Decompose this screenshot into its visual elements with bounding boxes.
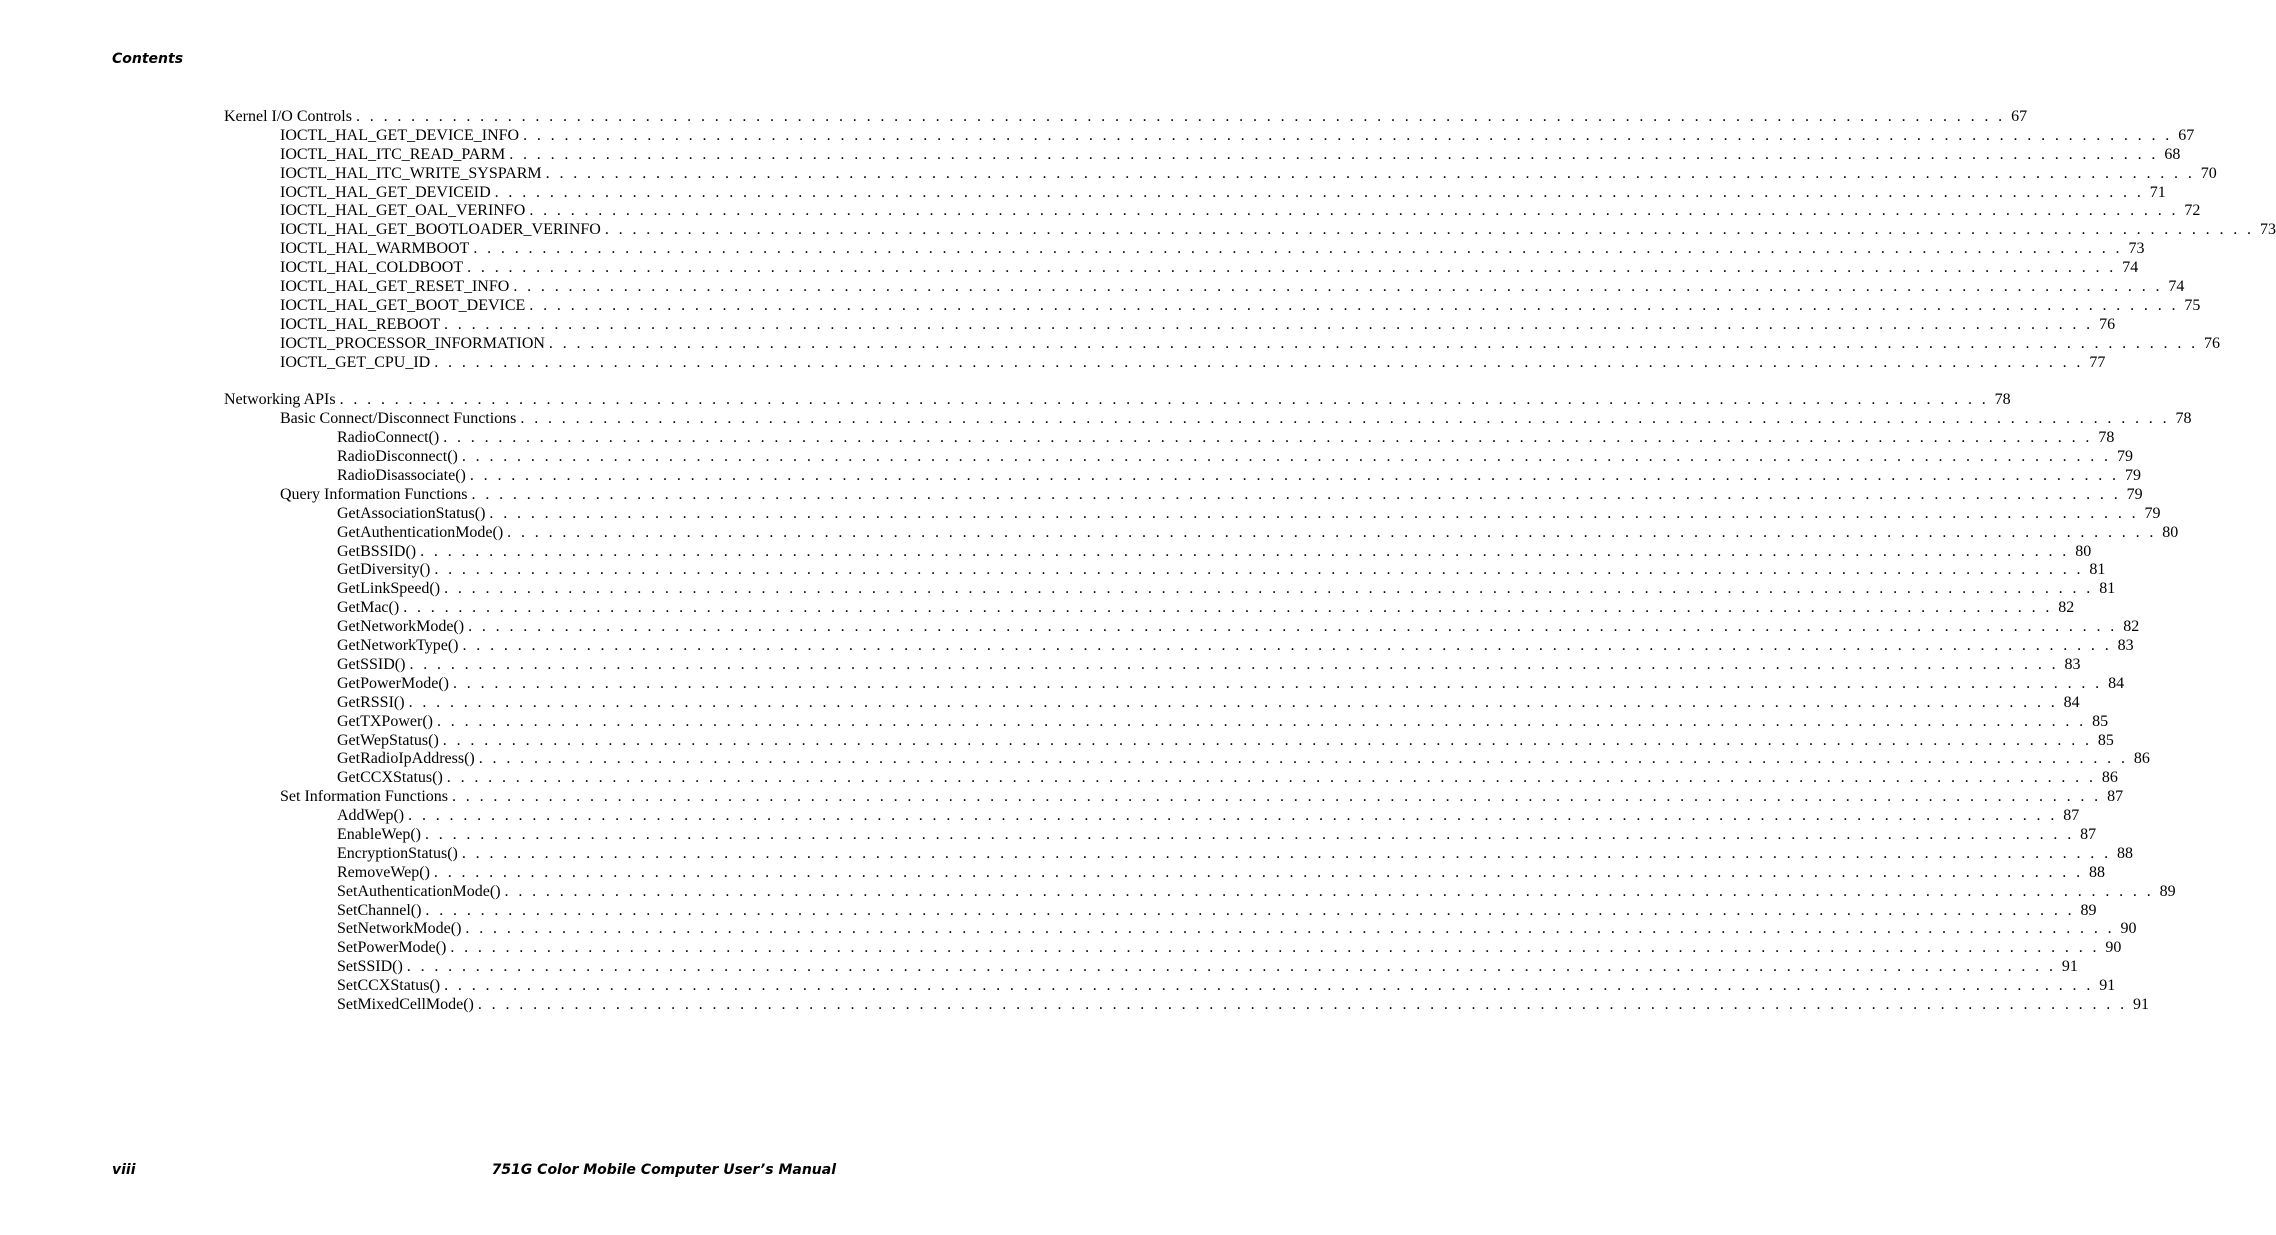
toc-entry[interactable] <box>337 542 2092 562</box>
toc-leader-dots: . . . . . . . . . . . . . . . . . . . . . . . . . . . . . . . . . . . . . . . . . . . . . . . . . . . . . . . . . . . . . . . . . . . . . . . . . . . . . . . . . . . . . . . . . . . . . . . . . . . . . . . . . . . . . . . . . . . . . . . . <box>443 315 2094 333</box>
toc-entry-page: 87 <box>2107 788 2124 806</box>
toc-entry-title: IOCTL_HAL_GET_RESET_INFO <box>280 278 510 296</box>
toc-leader-dots: . . . . . . . . . . . . . . . . . . . . . . . . . . . . . . . . . . . . . . . . . . . . . . . . . . . . . . . . . . . . . . . . . . . . . . . . . . . . . . . . . . . . . . . . . . . . . . . . . . . . . . . . . . . . . . . . . . . . . . . . <box>489 504 2139 522</box>
toc-entry-title: RemoveWep() <box>337 863 430 881</box>
toc-leader-dots: . . . . . . . . . . . . . . . . . . . . . . . . . . . . . . . . . . . . . . . . . . . . . . . . . . . . . . . . . . . . . . . . . . . . . . . . . . . . . . . . . . . . . . . . . . . . . . . . . . . . . . . . . . . . . . . . . . . . . . . . <box>461 844 2111 862</box>
toc-entry-page: 81 <box>2089 561 2106 579</box>
manual-title: 751G Color Mobile Computer User’s Manual <box>491 1162 836 1178</box>
toc-entry-page: 79 <box>2124 467 2141 485</box>
toc-leader-dots: . . . . . . . . . . . . . . . . . . . . . . . . . . . . . . . . . . . . . . . . . . . . . . . . . . . . . . . . . . . . . . . . . . . . . . . . . . . . . . . . . . . . . . . . . . . . . . . . . . . . . . . . . . . . . . . . . . . . . . . . <box>452 674 2103 692</box>
toc-entry[interactable] <box>337 467 2141 486</box>
toc-leader-dots: . . . . . . . . . . . . . . . . . . . . . . . . . . . . . . . . . . . . . . . . . . . . . . . . . . . . . . . . . . . . . . . . . . . . . . . . . . . . . . . . . . . . . . . . . . . . . . . . . . . . . . . . . . . . . . . . . . . . . . . . <box>461 448 2111 466</box>
toc-entry[interactable] <box>337 618 2140 637</box>
toc-entry[interactable] <box>337 448 2133 467</box>
toc-entry-page: 79 <box>2116 448 2133 466</box>
toc-entry[interactable] <box>280 259 2139 278</box>
toc-entry-title: SetPowerMode() <box>337 939 447 957</box>
toc-entry-title: GetDiversity() <box>337 561 431 579</box>
toc-entry[interactable] <box>337 655 2081 675</box>
toc-leader-dots: . . . . . . . . . . . . . . . . . . . . . . . . . . . . . . . . . . . . . . . . . . . . . . . . . . . . . . . . . . . . . . . . . . . . . . . . . . . . . . . . . . . . . . . . . . . . . . . . . . . . . . . . . . . . . . . . . . . . . . . . <box>339 391 1989 409</box>
toc-entry-page: 79 <box>2126 485 2143 503</box>
toc-entry-title: EnableWep() <box>337 825 421 843</box>
toc-leader-dots: . . . . . . . . . . . . . . . . . . . . . . . . . . . . . . . . . . . . . . . . . . . . . . . . . . . . . . . . . . . . . . . . . . . . . . . . . . . . . . . . . . . . . . . . . . . . . . . . . . . . . . . . . . . . . . . . . . . . . . . . <box>403 599 2053 617</box>
toc-entry[interactable] <box>337 429 2115 448</box>
toc-entry-page: 67 <box>2011 108 2028 125</box>
toc-entry-page: 88 <box>2116 844 2133 862</box>
toc-entry-page: 68 <box>2164 145 2181 163</box>
toc-entry[interactable] <box>280 164 2217 184</box>
toc-leader-dots: . . . . . . . . . . . . . . . . . . . . . . . . . . . . . . . . . . . . . . . . . . . . . . . . . . . . . . . . . . . . . . . . . . . . . . . . . . . . . . . . . . . . . . . . . . . . . . . . . . . . . . . . . . . . . . . . . . . . . . . . <box>468 618 2118 636</box>
toc-leader-dots: . . . . . . . . . . . . . . . . . . . . . . . . . . . . . . . . . . . . . . . . . . . . . . . . . . . . . . . . . . . . . . . . . . . . . . . . . . . . . . . . . . . . . . . . . . . . . . . . . . . . . . . . . . . . . . . . . . . . . . . . <box>477 995 2127 1013</box>
toc-entry-title: GetMac() <box>337 599 400 617</box>
toc-leader-dots: . . . . . . . . . . . . . . . . . . . . . . . . . . . . . . . . . . . . . . . . . . . . . . . . . . . . . . . . . . . . . . . . . . . . . . . . . . . . . . . . . . . . . . . . . . . . . . . . . . . . . . . . . . . . . . . . . . . . . . . . <box>446 769 2096 787</box>
toc-entry-page: 84 <box>2108 674 2125 692</box>
toc-entry-page: 76 <box>2204 334 2221 352</box>
toc-entry-page: 74 <box>2168 278 2185 296</box>
toc-entry[interactable] <box>337 920 2137 939</box>
toc-entry[interactable] <box>280 485 2143 505</box>
toc-entry-title: GetBSSID() <box>337 542 417 560</box>
toc-entry[interactable] <box>280 240 2145 259</box>
toc-entry[interactable] <box>280 315 2116 335</box>
toc-leader-dots: . . . . . . . . . . . . . . . . . . . . . . . . . . . . . . . . . . . . . . . . . . . . . . . . . . . . . . . . . . . . . . . . . . . . . . . . . . . . . . . . . . . . . . . . . . . . . . . . . . . . . . . . . . . . . . . . . . . . . . . . <box>443 429 2093 447</box>
toc-entry[interactable] <box>337 693 2080 713</box>
toc-entry-page: 80 <box>2162 523 2179 541</box>
toc-entry-title: Basic Connect/Disconnect Functions <box>280 410 517 428</box>
toc-entry[interactable] <box>337 939 2122 958</box>
toc-entry-title: GetRadioIpAddress() <box>337 750 475 768</box>
toc-entry-title: RadioDisconnect() <box>337 448 458 466</box>
toc-entry[interactable] <box>337 825 2097 845</box>
toc-leader-dots: . . . . . . . . . . . . . . . . . . . . . . . . . . . . . . . . . . . . . . . . . . . . . . . . . . . . . . . . . . . . . . . . . . . . . . . . . . . . . . . . . . . . . . . . . . . . . . . . . . . . . . . . . . . . . . . . . . . . . . . . <box>434 561 2084 579</box>
toc-entry-page: 89 <box>2159 882 2176 900</box>
toc-entry-page: 90 <box>2105 939 2122 957</box>
toc-entry[interactable] <box>337 712 2109 732</box>
toc-entry-page: 77 <box>2089 353 2106 371</box>
toc-entry-page: 73 <box>2259 221 2276 239</box>
toc-leader-dots: . . . . . . . . . . . . . . . . . . . . . . . . . . . . . . . . . . . . . . . . . . . . . . . . . . . . . . . . . . . . . . . . . . . . . . . . . . . . . . . . . . . . . . . . . . . . . . . . . . . . . . . . . . . . . . . . . . . . . . . . <box>433 863 2084 881</box>
toc-entry-title: GetNetworkMode() <box>337 618 465 636</box>
toc-entry[interactable] <box>337 504 2161 524</box>
toc-entry-page: 91 <box>2132 995 2149 1013</box>
toc-leader-dots: . . . . . . . . . . . . . . . . . . . . . . . . . . . . . . . . . . . . . . . . . . . . . . . . . . . . . . . . . . . . . . . . . . . . . . . . . . . . . . . . . . . . . . . . . . . . . . . . . . . . . . . . . . . . . . . . . . . . . . . . <box>509 145 2159 163</box>
toc-entry-page: 84 <box>2063 693 2080 711</box>
toc-entry-title: SetChannel() <box>337 901 422 919</box>
toc-entry-title: SetAuthenticationMode() <box>337 882 501 900</box>
toc-entry-title: RadioConnect() <box>337 429 440 447</box>
toc-entry-title: IOCTL_HAL_REBOOT <box>280 315 440 333</box>
toc-entry[interactable] <box>280 353 2106 373</box>
toc-entry-title: IOCTL_PROCESSOR_INFORMATION <box>280 334 545 352</box>
toc-leader-dots: . . . . . . . . . . . . . . . . . . . . . . . . . . . . . . . . . . . . . . . . . . . . . . . . . . . . . . . . . . . . . . . . . . . . . . . . . . . . . . . . . . . . . . . . . . . . . . . . . . . . . . . . . . . . . . . . . . . . . . . . <box>507 523 2157 541</box>
toc-entry[interactable] <box>224 391 2011 410</box>
toc-entry-title: GetNetworkType() <box>337 637 459 655</box>
toc-entry[interactable] <box>280 788 2124 807</box>
toc-entry-title: IOCTL_HAL_GET_BOOT_DEVICE <box>280 296 526 314</box>
toc-leader-dots: . . . . . . . . . . . . . . . . . . . . . . . . . . . . . . . . . . . . . . . . . . . . . . . . . . . . . . . . . . . . . . . . . . . . . . . . . . . . . . . . . . . . . . . . . . . . . . . . . . . . . . . . . . . . . . . . . . . . . . . . <box>409 655 2059 673</box>
toc-entry-title: Networking APIs <box>224 391 336 409</box>
toc-entry[interactable] <box>337 750 2150 769</box>
toc-entry-title: RadioDisassociate() <box>337 467 466 485</box>
page-number: viii <box>112 1162 136 1178</box>
toc-entry[interactable] <box>280 202 2201 221</box>
toc-entry-title: SetNetworkMode() <box>337 920 462 938</box>
toc-entry-page: 73 <box>2128 240 2145 258</box>
toc-entry-page: 80 <box>2075 542 2092 560</box>
toc-entry[interactable] <box>337 882 2176 902</box>
toc-entry[interactable] <box>280 334 2221 354</box>
toc-entry-page: 87 <box>2063 807 2080 825</box>
toc-entry-title: GetPowerMode() <box>337 674 449 692</box>
toc-entry[interactable] <box>337 599 2075 618</box>
toc-entry[interactable] <box>337 807 2080 826</box>
toc-entry-title: GetWepStatus() <box>337 731 439 749</box>
toc-leader-dots: . . . . . . . . . . . . . . . . . . . . . . . . . . . . . . . . . . . . . . . . . . . . . . . . . . . . . . . . . . . . . . . . . . . . . . . . . . . . . . . . . . . . . . . . . . . . . . . . . . . . . . . . . . . . . . . . . . . . . . . . <box>442 731 2092 749</box>
toc-entry-title: GetSSID() <box>337 655 406 673</box>
toc-entry[interactable] <box>337 769 2118 788</box>
toc-entry-page: 91 <box>2061 958 2078 976</box>
toc-entry-title: EncryptionStatus() <box>337 844 458 862</box>
toc-entry-title: Set Information Functions <box>280 788 448 806</box>
toc-entry[interactable] <box>337 637 2134 656</box>
toc-leader-dots: . . . . . . . . . . . . . . . . . . . . . . . . . . . . . . . . . . . . . . . . . . . . . . . . . . . . . . . . . . . . . . . . . . . . . . . . . . . . . . . . . . . . . . . . . . . . . . . . . . . . . . . . . . . . . . . . . . . . . . . . <box>604 221 2254 239</box>
toc-entry-page: 79 <box>2144 504 2161 522</box>
toc-leader-dots: . . . . . . . . . . . . . . . . . . . . . . . . . . . . . . . . . . . . . . . . . . . . . . . . . . . . . . . . . . . . . . . . . . . . . . . . . . . . . . . . . . . . . . . . . . . . . . . . . . . . . . . . . . . . . . . . . . . . . . . . <box>444 580 2094 598</box>
toc-entry-page: 90 <box>2120 920 2137 938</box>
toc-entry-title: GetAssociationStatus() <box>337 504 486 522</box>
toc-entry-page: 67 <box>2178 126 2195 144</box>
toc-group <box>0 108 2276 372</box>
toc-leader-dots: . . . . . . . . . . . . . . . . . . . . . . . . . . . . . . . . . . . . . . . . . . . . . . . . . . . . . . . . . . . . . . . . . . . . . . . . . . . . . . . . . . . . . . . . . . . . . . . . . . . . . . . . . . . . . . . . . . . . . . . . <box>473 240 2123 258</box>
toc-leader-dots: . . . . . . . . . . . . . . . . . . . . . . . . . . . . . . . . . . . . . . . . . . . . . . . . . . . . . . . . . . . . . . . . . . . . . . . . . . . . . . . . . . . . . . . . . . . . . . . . . . . . . . . . . . . . . . . . . . . . . . . . <box>494 183 2144 201</box>
toc-entry-page: 82 <box>2058 599 2075 617</box>
toc-leader-dots: . . . . . . . . . . . . . . . . . . . . . . . . . . . . . . . . . . . . . . . . . . . . . . . . . . . . . . . . . . . . . . . . . . . . . . . . . . . . . . . . . . . . . . . . . . . . . . . . . . . . . . . . . . . . . . . . . . . . . . . . <box>450 939 2100 957</box>
toc-entry-title: AddWep() <box>337 807 405 825</box>
toc-leader-dots: . . . . . . . . . . . . . . . . . . . . . . . . . . . . . . . . . . . . . . . . . . . . . . . . . . . . . . . . . . . . . . . . . . . . . . . . . . . . . . . . . . . . . . . . . . . . . . . . . . . . . . . . . . . . . . . . . . . . . . . . <box>408 693 2058 711</box>
toc-leader-dots: . . . . . . . . . . . . . . . . . . . . . . . . . . . . . . . . . . . . . . . . . . . . . . . . . . . . . . . . . . . . . . . . . . . . . . . . . . . . . . . . . . . . . . . . . . . . . . . . . . . . . . . . . . . . . . . . . . . . . . . . <box>444 977 2094 995</box>
toc-leader-dots: . . . . . . . . . . . . . . . . . . . . . . . . . . . . . . . . . . . . . . . . . . . . . . . . . . . . . . . . . . . . . . . . . . . . . . . . . . . . . . . . . . . . . . . . . . . . . . . . . . . . . . . . . . . . . . . . . . . . . . . . <box>478 750 2128 768</box>
running-header: Contents <box>112 51 184 67</box>
toc-entry-title: IOCTL_HAL_GET_BOOTLOADER_VERINFO <box>280 221 601 239</box>
toc-entry-title: IOCTL_GET_CPU_ID <box>280 353 431 371</box>
toc-leader-dots: . . . . . . . . . . . . . . . . . . . . . . . . . . . . . . . . . . . . . . . . . . . . . . . . . . . . . . . . . . . . . . . . . . . . . . . . . . . . . . . . . . . . . . . . . . . . . . . . . . . . . . . . . . . . . . . . . . . . . . . . <box>545 164 2195 182</box>
toc-entry-title: IOCTL_HAL_ITC_WRITE_SYSPARM <box>280 164 542 182</box>
toc-leader-dots: . . . . . . . . . . . . . . . . . . . . . . . . . . . . . . . . . . . . . . . . . . . . . . . . . . . . . . . . . . . . . . . . . . . . . . . . . . . . . . . . . . . . . . . . . . . . . . . . . . . . . . . . . . . . . . . . . . . . . . . . <box>467 259 2117 277</box>
toc-entry-page: 85 <box>2097 731 2114 749</box>
toc-entry[interactable] <box>337 674 2125 694</box>
toc-entry-title: SetMixedCellMode() <box>337 995 474 1013</box>
toc-leader-dots: . . . . . . . . . . . . . . . . . . . . . . . . . . . . . . . . . . . . . . . . . . . . . . . . . . . . . . . . . . . . . . . . . . . . . . . . . . . . . . . . . . . . . . . . . . . . . . . . . . . . . . . . . . . . . . . . . . . . . . . . <box>425 825 2075 843</box>
toc-entry[interactable] <box>337 977 2116 996</box>
toc-entry-page: 72 <box>2184 202 2201 220</box>
toc-leader-dots: . . . . . . . . . . . . . . . . . . . . . . . . . . . . . . . . . . . . . . . . . . . . . . . . . . . . . . . . . . . . . . . . . . . . . . . . . . . . . . . . . . . . . . . . . . . . . . . . . . . . . . . . . . . . . . . . . . . . . . . . <box>471 485 2121 503</box>
toc-entry-title: IOCTL_HAL_GET_DEVICE_INFO <box>280 126 520 144</box>
toc-leader-dots: . . . . . . . . . . . . . . . . . . . . . . . . . . . . . . . . . . . . . . . . . . . . . . . . . . . . . . . . . . . . . . . . . . . . . . . . . . . . . . . . . . . . . . . . . . . . . . . . . . . . . . . . . . . . . . . . . . . . . . . . <box>408 807 2058 825</box>
toc-entry[interactable] <box>280 183 2166 203</box>
toc-entry-page: 70 <box>2200 164 2217 182</box>
toc-entry-title: GetTXPower() <box>337 712 433 730</box>
toc-entry[interactable] <box>337 844 2133 864</box>
toc-entry-page: 78 <box>2175 410 2192 428</box>
toc-leader-dots: . . . . . . . . . . . . . . . . . . . . . . . . . . . . . . . . . . . . . . . . . . . . . . . . . . . . . . . . . . . . . . . . . . . . . . . . . . . . . . . . . . . . . . . . . . . . . . . . . . . . . . . . . . . . . . . . . . . . . . . . <box>520 410 2170 428</box>
toc-entry[interactable] <box>337 523 2179 543</box>
toc-entry-page: 88 <box>2089 863 2106 881</box>
toc-leader-dots: . . . . . . . . . . . . . . . . . . . . . . . . . . . . . . . . . . . . . . . . . . . . . . . . . . . . . . . . . . . . . . . . . . . . . . . . . . . . . . . . . . . . . . . . . . . . . . . . . . . . . . . . . . . . . . . . . . . . . . . . <box>465 920 2115 938</box>
toc-leader-dots: . . . . . . . . . . . . . . . . . . . . . . . . . . . . . . . . . . . . . . . . . . . . . . . . . . . . . . . . . . . . . . . . . . . . . . . . . . . . . . . . . . . . . . . . . . . . . . . . . . . . . . . . . . . . . . . . . . . . . . . . <box>513 278 2163 296</box>
toc-entry[interactable] <box>337 901 2097 921</box>
toc-entry-page: 83 <box>2064 655 2081 673</box>
toc-entry-page: 86 <box>2101 769 2118 787</box>
toc-entry-page: 74 <box>2122 259 2139 277</box>
toc-entry-title: IOCTL_HAL_ITC_READ_PARM <box>280 145 506 163</box>
toc-leader-dots: . . . . . . . . . . . . . . . . . . . . . . . . . . . . . . . . . . . . . . . . . . . . . . . . . . . . . . . . . . . . . . . . . . . . . . . . . . . . . . . . . . . . . . . . . . . . . . . . . . . . . . . . . . . . . . . . . . . . . . . . <box>523 126 2173 144</box>
toc-entry-page: 76 <box>2099 315 2116 333</box>
toc-entry-title: GetAuthenticationMode() <box>337 523 504 541</box>
toc-leader-dots: . . . . . . . . . . . . . . . . . . . . . . . . . . . . . . . . . . . . . . . . . . . . . . . . . . . . . . . . . . . . . . . . . . . . . . . . . . . . . . . . . . . . . . . . . . . . . . . . . . . . . . . . . . . . . . . . . . . . . . . . <box>548 334 2199 352</box>
toc-entry[interactable] <box>337 731 2114 751</box>
toc-entry[interactable] <box>224 108 2028 127</box>
toc-entry[interactable] <box>337 958 2078 977</box>
toc-entry-title: Query Information Functions <box>280 485 468 503</box>
table-of-contents <box>0 108 2276 1015</box>
toc-leader-dots: . . . . . . . . . . . . . . . . . . . . . . . . . . . . . . . . . . . . . . . . . . . . . . . . . . . . . . . . . . . . . . . . . . . . . . . . . . . . . . . . . . . . . . . . . . . . . . . . . . . . . . . . . . . . . . . . . . . . . . . . <box>355 108 2006 125</box>
toc-entry[interactable] <box>280 221 2276 240</box>
toc-entry-title: IOCTL_HAL_COLDBOOT <box>280 259 464 277</box>
toc-entry[interactable] <box>280 296 2201 316</box>
toc-group <box>0 391 2192 1014</box>
toc-leader-dots: . . . . . . . . . . . . . . . . . . . . . . . . . . . . . . . . . . . . . . . . . . . . . . . . . . . . . . . . . . . . . . . . . . . . . . . . . . . . . . . . . . . . . . . . . . . . . . . . . . . . . . . . . . . . . . . . . . . . . . . . <box>504 882 2154 900</box>
toc-leader-dots: . . . . . . . . . . . . . . . . . . . . . . . . . . . . . . . . . . . . . . . . . . . . . . . . . . . . . . . . . . . . . . . . . . . . . . . . . . . . . . . . . . . . . . . . . . . . . . . . . . . . . . . . . . . . . . . . . . . . . . . . <box>406 958 2056 976</box>
toc-entry-page: 78 <box>2098 429 2115 447</box>
toc-entry[interactable] <box>337 580 2116 599</box>
toc-entry[interactable] <box>337 863 2106 883</box>
toc-leader-dots: . . . . . . . . . . . . . . . . . . . . . . . . . . . . . . . . . . . . . . . . . . . . . . . . . . . . . . . . . . . . . . . . . . . . . . . . . . . . . . . . . . . . . . . . . . . . . . . . . . . . . . . . . . . . . . . . . . . . . . . . <box>529 202 2179 220</box>
toc-entry[interactable] <box>280 410 2192 429</box>
toc-leader-dots: . . . . . . . . . . . . . . . . . . . . . . . . . . . . . . . . . . . . . . . . . . . . . . . . . . . . . . . . . . . . . . . . . . . . . . . . . . . . . . . . . . . . . . . . . . . . . . . . . . . . . . . . . . . . . . . . . . . . . . . . <box>529 296 2179 314</box>
toc-entry-page: 71 <box>2149 183 2166 201</box>
toc-entry-title: IOCTL_HAL_GET_OAL_VERINFO <box>280 202 526 220</box>
toc-leader-dots: . . . . . . . . . . . . . . . . . . . . . . . . . . . . . . . . . . . . . . . . . . . . . . . . . . . . . . . . . . . . . . . . . . . . . . . . . . . . . . . . . . . . . . . . . . . . . . . . . . . . . . . . . . . . . . . . . . . . . . . . <box>436 712 2087 730</box>
toc-entry[interactable] <box>280 278 2185 297</box>
toc-entry[interactable] <box>280 145 2181 165</box>
toc-entry[interactable] <box>280 126 2195 146</box>
toc-entry-title: IOCTL_HAL_WARMBOOT <box>280 240 470 258</box>
toc-entry-title: SetCCXStatus() <box>337 977 441 995</box>
toc-entry-title: GetRSSI() <box>337 693 405 711</box>
toc-leader-dots: . . . . . . . . . . . . . . . . . . . . . . . . . . . . . . . . . . . . . . . . . . . . . . . . . . . . . . . . . . . . . . . . . . . . . . . . . . . . . . . . . . . . . . . . . . . . . . . . . . . . . . . . . . . . . . . . . . . . . . . . <box>451 788 2102 806</box>
toc-entry-page: 83 <box>2117 637 2134 655</box>
toc-leader-dots: . . . . . . . . . . . . . . . . . . . . . . . . . . . . . . . . . . . . . . . . . . . . . . . . . . . . . . . . . . . . . . . . . . . . . . . . . . . . . . . . . . . . . . . . . . . . . . . . . . . . . . . . . . . . . . . . . . . . . . . . <box>425 901 2075 919</box>
toc-entry-title: SetSSID() <box>337 958 403 976</box>
toc-leader-dots: . . . . . . . . . . . . . . . . . . . . . . . . . . . . . . . . . . . . . . . . . . . . . . . . . . . . . . . . . . . . . . . . . . . . . . . . . . . . . . . . . . . . . . . . . . . . . . . . . . . . . . . . . . . . . . . . . . . . . . . . <box>469 467 2119 485</box>
toc-leader-dots: . . . . . . . . . . . . . . . . . . . . . . . . . . . . . . . . . . . . . . . . . . . . . . . . . . . . . . . . . . . . . . . . . . . . . . . . . . . . . . . . . . . . . . . . . . . . . . . . . . . . . . . . . . . . . . . . . . . . . . . . <box>420 542 2070 560</box>
toc-leader-dots: . . . . . . . . . . . . . . . . . . . . . . . . . . . . . . . . . . . . . . . . . . . . . . . . . . . . . . . . . . . . . . . . . . . . . . . . . . . . . . . . . . . . . . . . . . . . . . . . . . . . . . . . . . . . . . . . . . . . . . . . <box>434 353 2084 371</box>
toc-leader-dots: . . . . . . . . . . . . . . . . . . . . . . . . . . . . . . . . . . . . . . . . . . . . . . . . . . . . . . . . . . . . . . . . . . . . . . . . . . . . . . . . . . . . . . . . . . . . . . . . . . . . . . . . . . . . . . . . . . . . . . . . <box>462 637 2112 655</box>
toc-entry-page: 91 <box>2099 977 2116 995</box>
toc-entry-page: 75 <box>2184 296 2201 314</box>
toc-entry-page: 85 <box>2092 712 2109 730</box>
toc-entry-title: GetCCXStatus() <box>337 769 443 787</box>
toc-entry-page: 78 <box>1994 391 2011 409</box>
toc-entry-page: 89 <box>2080 901 2097 919</box>
toc-entry-title: GetLinkSpeed() <box>337 580 441 598</box>
toc-entry-page: 82 <box>2123 618 2140 636</box>
toc-entry[interactable] <box>337 995 2149 1015</box>
toc-entry-page: 81 <box>2099 580 2116 598</box>
toc-entry[interactable] <box>337 561 2106 580</box>
toc-entry-page: 87 <box>2080 825 2097 843</box>
toc-entry-title: IOCTL_HAL_GET_DEVICEID <box>280 183 491 201</box>
toc-entry-page: 86 <box>2133 750 2150 768</box>
toc-entry-title: Kernel I/O Controls <box>224 108 352 125</box>
